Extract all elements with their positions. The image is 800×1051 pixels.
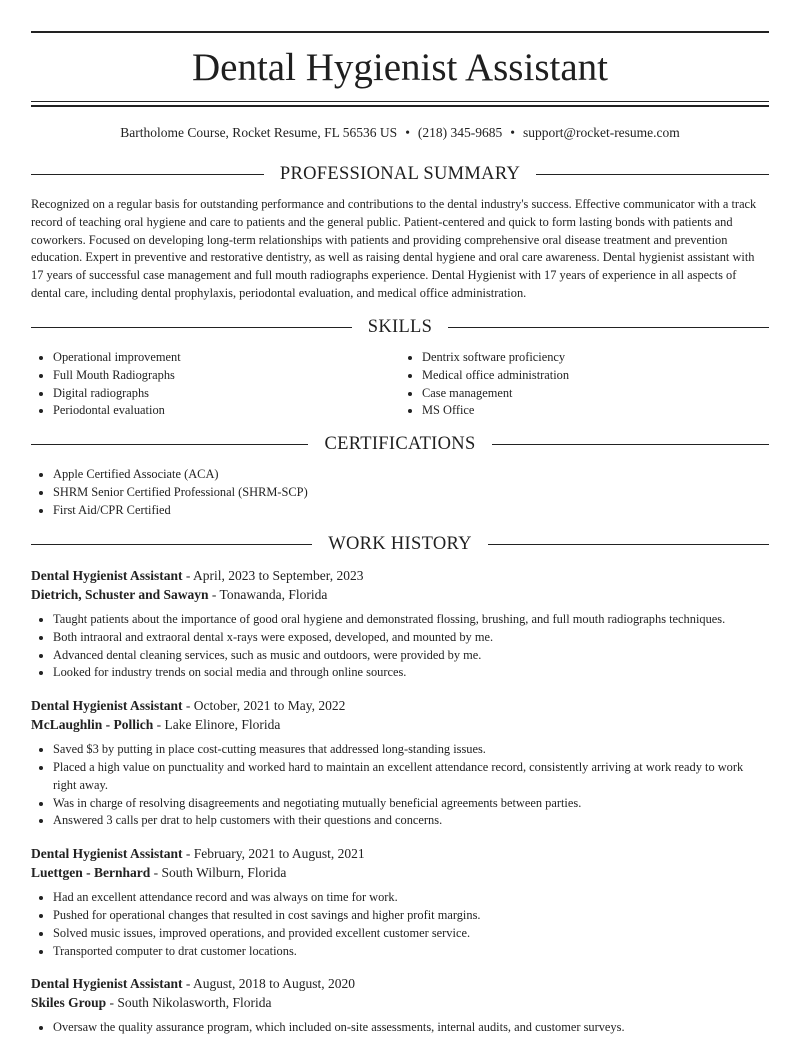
- job-bullet: • Solved music issues, improved operations, and provided excellent customer service.: [53, 925, 769, 943]
- job-bullet: • Saved $3 by putting in place cost-cutting measures that addressed long-standing issues.: [53, 741, 769, 759]
- job-bullets: [31, 741, 769, 830]
- job-entry: [31, 696, 769, 830]
- work-history-heading-label: WORK HISTORY: [328, 533, 472, 554]
- job-title-line: Dental Hygienist Assistant - October, 2021 to May, 2022: [31, 698, 346, 714]
- heading-rule: [31, 544, 312, 545]
- skills-column-left: [31, 349, 400, 420]
- skill-item: • Case management: [422, 385, 769, 403]
- certification-item: • First Aid/CPR Certified: [53, 502, 769, 520]
- job-location: South Wilburn, Florida: [161, 865, 287, 881]
- job-bullet: • Had an excellent attendance record and was always on time for work.: [53, 889, 769, 907]
- job-entry: [31, 844, 769, 960]
- skill-item: • Medical office administration: [422, 367, 769, 385]
- work-history-heading: [31, 532, 769, 556]
- job-location: South Nikolasworth, Florida: [117, 995, 272, 1011]
- job-bullet: • Looked for industry trends on social media and through online sources.: [53, 664, 769, 682]
- job-title: Dental Hygienist Assistant: [31, 698, 183, 714]
- skills-list: [31, 349, 769, 420]
- heading-rule: [31, 327, 352, 328]
- job-bullet: • Transported computer to drat customer locations.: [53, 943, 769, 961]
- summary-heading: [31, 162, 769, 186]
- job-title-line: Dental Hygienist Assistant - August, 2018 to August, 2020: [31, 976, 356, 992]
- resume-name: Dental Hygienist Assistant: [192, 46, 608, 89]
- job-company-line: Dietrich, Schuster and Sawayn - Tonawanda, Florida: [31, 587, 328, 602]
- skills-heading: [31, 315, 769, 339]
- certifications-heading: [31, 432, 769, 456]
- contact-separator: •: [405, 125, 410, 140]
- skills-column-right: [400, 349, 769, 420]
- heading-rule: [536, 174, 769, 175]
- job-dates: August, 2018 to August, 2020: [193, 976, 356, 992]
- job-dates: February, 2021 to August, 2021: [193, 846, 365, 862]
- job-entry: [31, 566, 769, 682]
- job-dates: April, 2023 to September, 2023: [193, 568, 364, 583]
- skill-item: • MS Office: [422, 402, 769, 420]
- skill-item: • Periodontal evaluation: [53, 402, 400, 420]
- name-rule: [31, 101, 769, 102]
- job-company: Dietrich, Schuster and Sawayn: [31, 587, 209, 602]
- job-bullet: • Pushed for operational changes that resulted in cost savings and higher profit margins.: [53, 907, 769, 925]
- job-bullets: [31, 889, 769, 960]
- job-title: Dental Hygienist Assistant: [31, 976, 183, 992]
- job-company-line: Luettgen - Bernhard - South Wilburn, Florida: [31, 865, 287, 881]
- job-location: Tonawanda, Florida: [219, 587, 328, 602]
- skills-heading-label: SKILLS: [367, 316, 433, 337]
- heading-rule: [31, 174, 264, 175]
- certifications-heading-label: CERTIFICATIONS: [324, 433, 476, 454]
- job-company-line: Skiles Group - South Nikolasworth, Florida: [31, 995, 272, 1011]
- work-history-list: [31, 566, 769, 1051]
- job-bullet: • Placed a high value on punctuality and worked hard to maintain an excellent attendance record, consistently arriving at work ready to work right away.: [53, 759, 769, 795]
- heading-rule: [492, 444, 769, 445]
- name-rule-thick: [31, 105, 769, 107]
- certifications-list: [31, 466, 769, 519]
- job-bullet: • Advanced dental cleaning services, such as music and outdoors, were provided by me.: [53, 647, 769, 665]
- skill-item: • Full Mouth Radiographs: [53, 367, 400, 385]
- heading-rule: [488, 544, 769, 545]
- job-location: Lake Elinore, Florida: [164, 717, 281, 733]
- skill-item: • Operational improvement: [53, 349, 400, 367]
- certification-item: • SHRM Senior Certified Professional (SHRM-SCP): [53, 484, 769, 502]
- job-company: Luettgen - Bernhard: [31, 865, 151, 881]
- job-bullet: • Answered 3 calls per drat to help customers with their questions and concerns.: [53, 812, 769, 830]
- contact-email[interactable]: support@rocket-resume.com: [523, 125, 680, 140]
- job-bullets: [31, 1019, 769, 1037]
- skill-item: • Digital radiographs: [53, 385, 400, 403]
- job-dates: October, 2021 to May, 2022: [193, 698, 346, 714]
- job-bullet: • Was in charge of resolving disagreements and negotiating mutually beneficial agreements between parties.: [53, 795, 769, 813]
- top-rule: [31, 31, 769, 33]
- skill-item: • Dentrix software proficiency: [422, 349, 769, 367]
- job-title: Dental Hygienist Assistant: [31, 846, 183, 862]
- job-bullet: • Both intraoral and extraoral dental x-rays were exposed, developed, and mounted by me.: [53, 629, 769, 647]
- job-title-line: Dental Hygienist Assistant - February, 2021 to August, 2021: [31, 846, 365, 862]
- contact-line: [31, 124, 769, 142]
- heading-rule: [448, 327, 769, 328]
- job-company: McLaughlin - Pollich: [31, 717, 154, 733]
- contact-phone: (218) 345-9685: [417, 125, 503, 140]
- job-title: Dental Hygienist Assistant: [31, 568, 183, 583]
- summary-heading-label: PROFESSIONAL SUMMARY: [279, 163, 521, 184]
- summary-text: Recognized on a regular basis for outstanding performance and contributions to the dental industry's success. Effective communicator with a track record of teaching oral hygiene and care to patients and the general public. Patient-centered and quick to form lasting bonds with patients and coworkers. Focused on developing long-term relationships with patients and providing comprehensive oral disease treatment and prevention education. Expert in preventive and restorative dentistry, as well as raising dental hygiene and oral care awareness. Dental hygienist assistant with 17 years of successful case management and full mouth radiographs experience. Dental Hygienist with 17 years of experience in all aspects of dental care, including dental prophylaxis, periodontal evaluation, and medical office administration.: [31, 197, 757, 300]
- job-bullets: [31, 611, 769, 682]
- job-entry: [31, 974, 769, 1037]
- certification-item: • Apple Certified Associate (ACA): [53, 466, 769, 484]
- job-bullet: • Oversaw the quality assurance program, which included on-site assessments, internal audits, and customer surveys.: [53, 1019, 769, 1037]
- heading-rule: [31, 444, 308, 445]
- job-bullet: • Taught patients about the importance of good oral hygiene and demonstrated flossing, brushing, and full mouth radiographs techniques.: [53, 611, 769, 629]
- contact-address: Bartholome Course, Rocket Resume, FL 56536 US: [120, 125, 398, 140]
- contact-separator: •: [510, 125, 516, 140]
- job-company-line: McLaughlin - Pollich - Lake Elinore, Florida: [31, 717, 281, 733]
- job-title-line: Dental Hygienist Assistant - April, 2023 to September, 2023: [31, 568, 364, 583]
- job-company: Skiles Group: [31, 995, 107, 1011]
